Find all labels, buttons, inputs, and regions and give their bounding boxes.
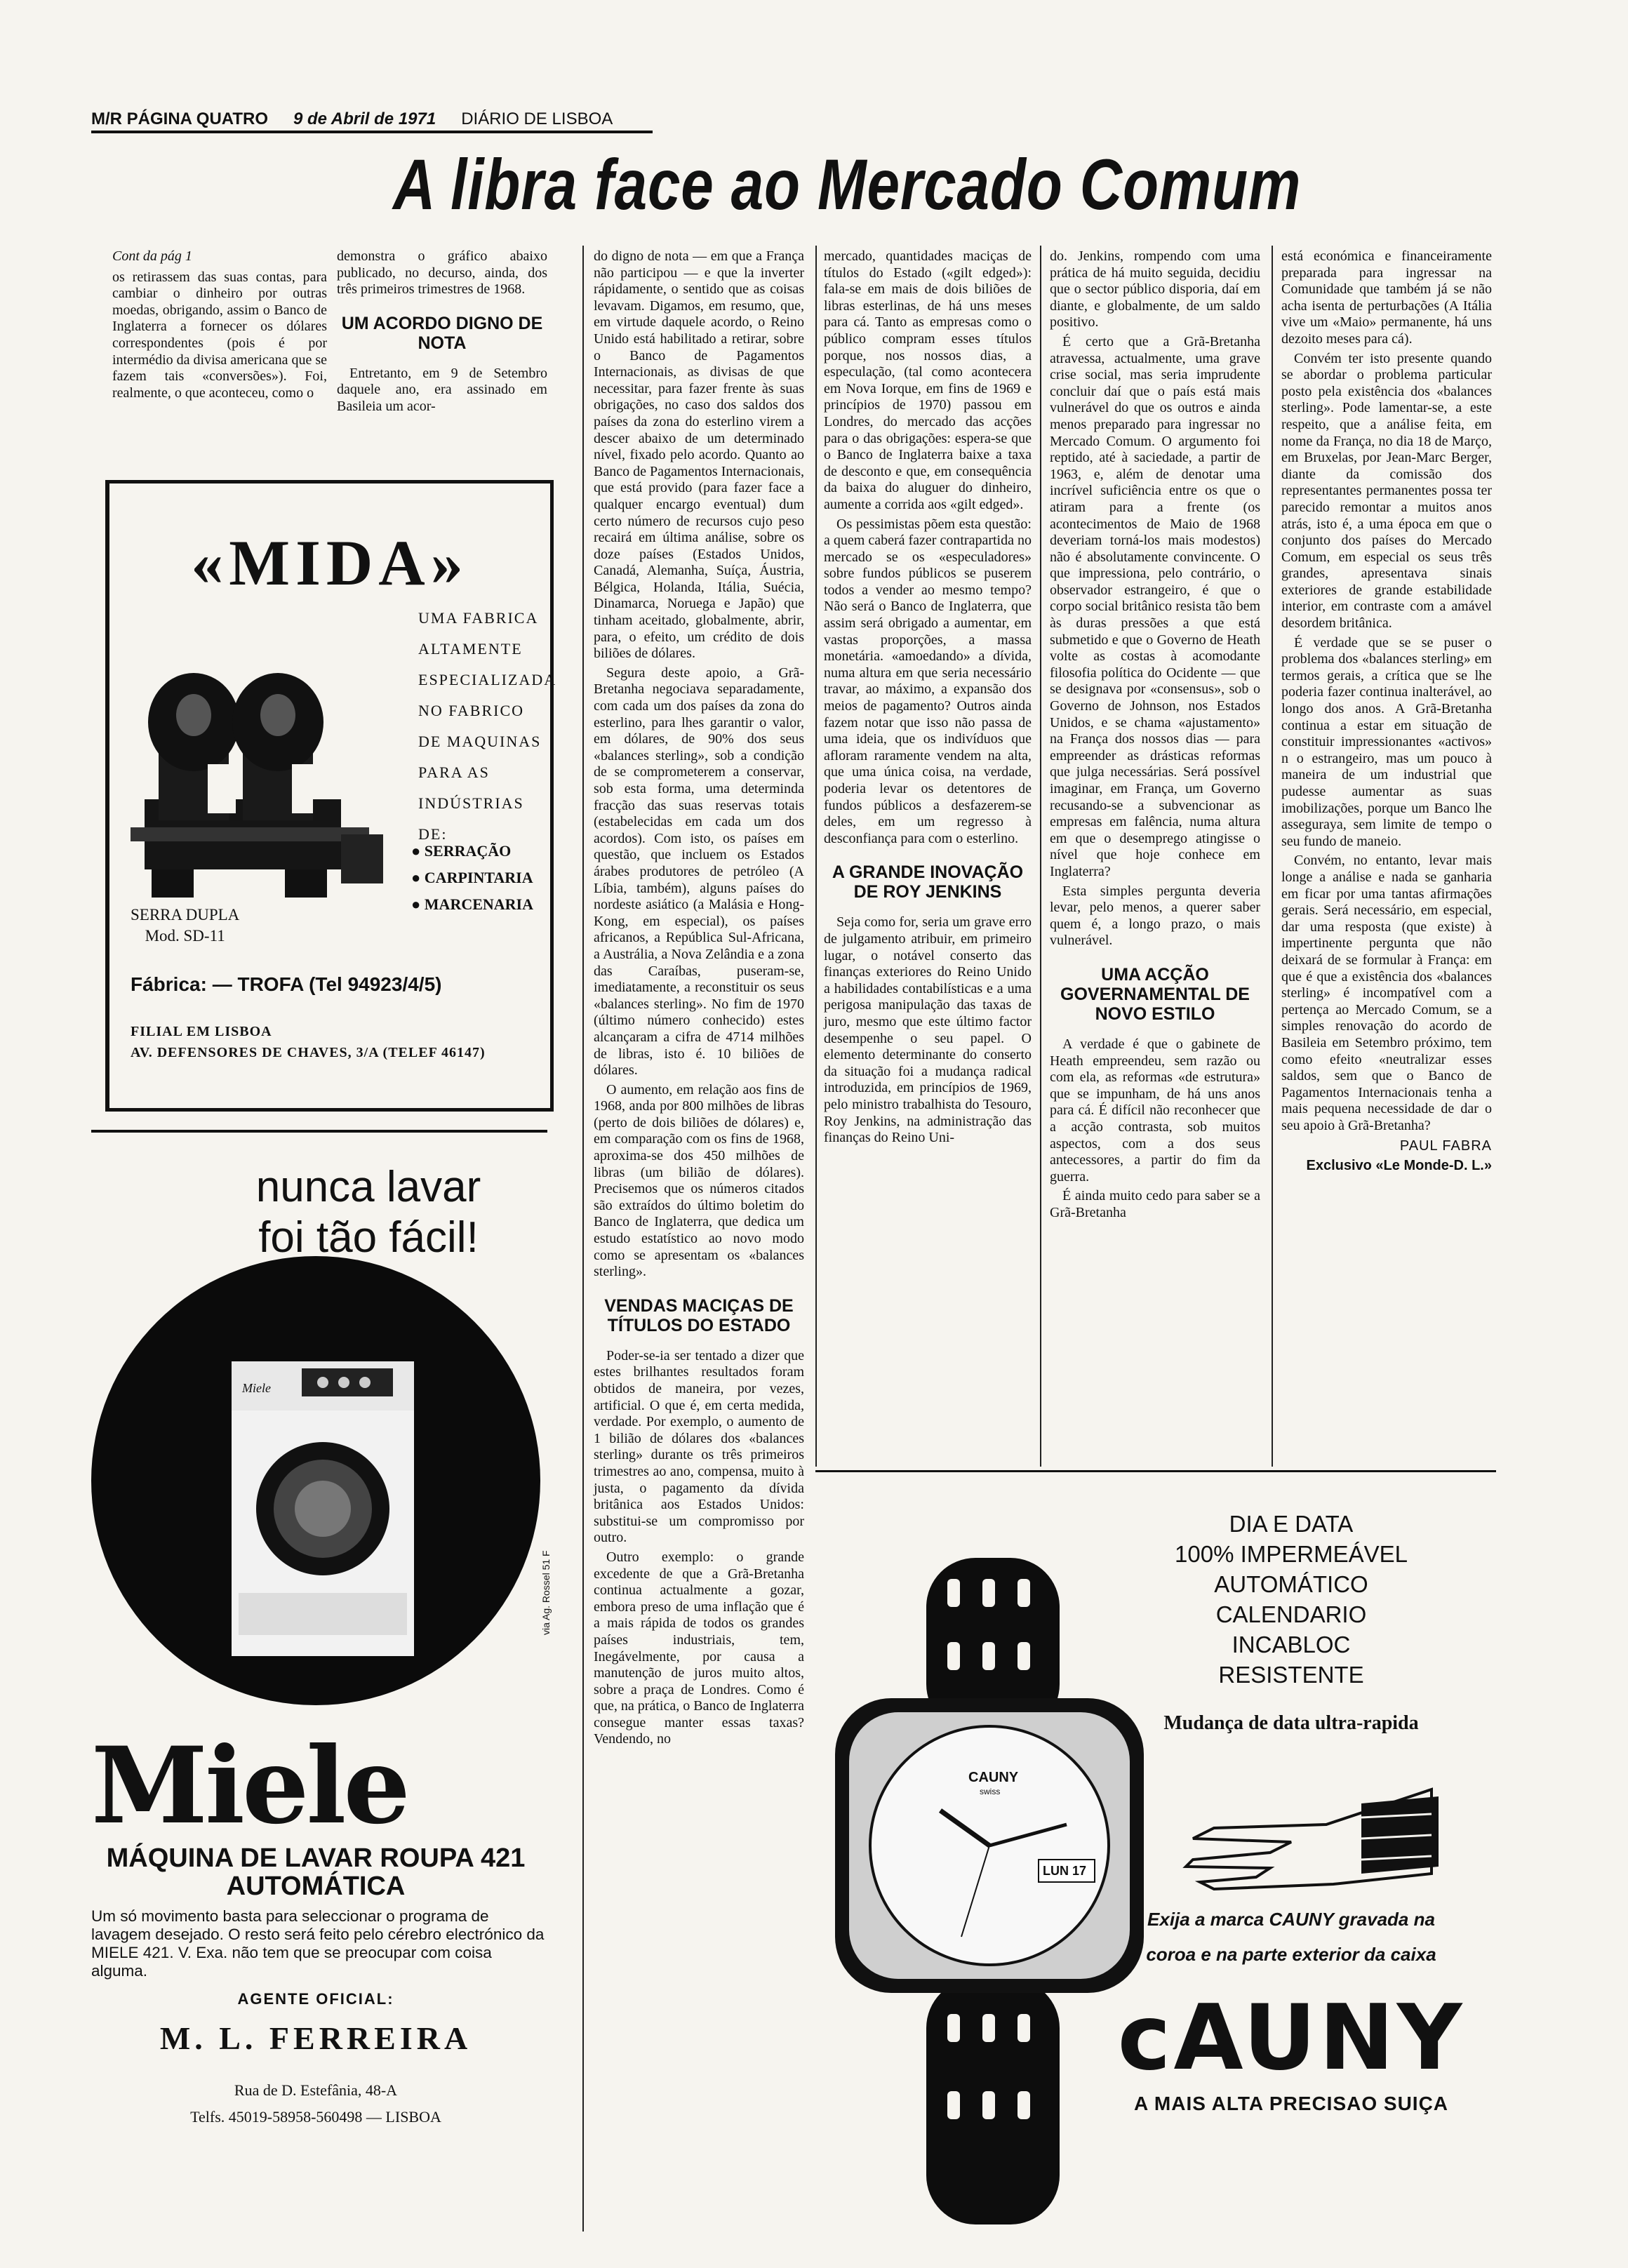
paragraph: É certo que a Grã-Bretanha atravessa, actualmente, uma grave crise social, mas seria imprudente concluir daí que o país está mais vulnerável do que os outros e ainda menos preparado para ingressar no Mercado Comum. O argumento foi reptido, até à saciedade, a partir de 1963, e, além de denotar uma incrível suficiência entre os que o atiram para a frente (os acontecimentos de Maio de 1968 deveriam torná-los mais modestos) não é absolutamente convincente. O que impressiona, pelo contrário, o observador estrangeiro, é que o corpo social britânico resista tão bem às duras pressões a que está submetido e que o Governo de Heath volte as costas à acomodante filosofia política do Ocidente — que se designava por «consensus», sob o Governo de Johnson, nos Estados Unidos, e se chama «ajustamento» na França dos nossos dias — para empreender as drásticas reformas que julga necessárias. Será possível imaginar, em França, um Governo recusando-se a subvencionar as empresas em falência, numa altura em que o desemprego atingisse o nível que hoje conhece em Inglaterra?	[1050, 333, 1260, 879]
continuation-note: Cont da pág 1	[112, 248, 192, 264]
miele-product-line: AUTOMÁTICA	[226, 1872, 406, 1901]
paragraph: O aumento, em relação aos fins de 1968, anda por 800 milhões de libras (perto de dois biliões de dólares) e, em comparação com os fins de 1968, aproxima-se dos 450 milhões de libras (um bilião de dólares). Precisemos que os números citados são extraídos do último boletim do Banco de Inglaterra, que dedica um estudo estatístico ao novo modo como se apresentam os «balances sterling».	[594, 1081, 804, 1280]
mida-model-name: SERRA DUPLA	[131, 906, 240, 923]
miele-photo	[91, 1256, 540, 1705]
paragraph: mercado, quantidades maciças de títulos do Estado («gilt edged»): fala-se em mais de dois biliões de libras esterlinas, de há uns meses para cá. Tanto as empresas como o público compram esses títulos porque, nos nossos dias, a especulação, (tal como acontecera em Nova Iorque, em fins de 1969 e princípios de 1970) passou em Londres, do mercado das acções para o das obrigações: espera-se que o Banco de Inglaterra baixe a taxa de desconto e que, em consequência da baixa do aluguer do dinheiro, aumente a corrida aos «gilt edged».	[824, 248, 1032, 512]
mida-bullet: ● MARCENARIA	[411, 895, 534, 913]
cauny-slogan-line: coroa e na parte exterior da caixa	[1146, 1944, 1436, 1965]
paragraph: do digno de nota — em que a França não participou — e que la inverter rápidamente, o sentido que as coisas levavam. Digamos, em resumo, que, em virtude daquele acordo, o Reino Unido está habilitado a retirar, sobre o Banco de Pagamentos Internacionais, as divisas de que necessitar, para fazer frente às suas obrigações, no caso dos saldos dos países da zona do esterlino virem a descer abaixo de um determinado nível, fixado pelo acordo. Quanto ao Banco de Pagamentos Internacionais, que está provido (para fazer face a qualquer encargo eventual) dum certo número de recursos cujo peso recairá em última análise, sobre os doze países (Estados Unidos, Canadá, Alemanha, Suíça, Áustria, Bélgica, Holanda, Itália, Suécia, Dinamarca, Noruega e Japão) que tinham aceitado, globalmente, abrir, para, o efeito, um crédito de dois biliões de dólares.	[594, 248, 804, 662]
subhead: A GRANDE INOVAÇÃO DE ROY JENKINS	[832, 862, 1024, 902]
dial-sub: swiss	[980, 1787, 1001, 1796]
dial-date: LUN 17	[1043, 1864, 1087, 1878]
subhead: UMA ACÇÃO GOVERNAMENTAL DE NOVO ESTILO	[1060, 964, 1250, 1024]
paragraph: os retirassem das suas contas, para cambiar o dinheiro por outras moedas, obrigando, assim o Banco de Inglaterra a fornecer os dólares correspondentes (pois é por intermédio da divisa americana que se fazem tais «conversões»). Foi, realmente, o que aconteceu, como o	[112, 269, 327, 401]
miele-address	[91, 2077, 540, 2130]
article-col-5	[1050, 248, 1260, 1224]
subhead: UM ACORDO DIGNO DE NOTA	[341, 313, 543, 353]
cauny-feature: AUTOMÁTICO	[1214, 1571, 1368, 1597]
mida-factory: Fábrica: — TROFA (Tel 94923/4/5)	[131, 973, 442, 995]
paragraph: Os pessimistas põem esta questão: a quem caberá fazer contrapartida no mercado se os «especuladores» sobre fundos públicos se puserem todos a vender ao mesmo tempo? Não será o Banco de Inglaterra, que assim será obrigado a aumentar, em vastas proporções, a massa monetária. «amoedando» a dívida, numa altura em que seria necessário travar, ao máximo, a expansão dos meios de pagamento? Outros ainda fazem notar que isso não passa de uma ideia, que os indivíduos que afloram raramente vendem na alta, que uma única coisa, na verdade, poderia levar os detentores de fundos públicos a desfazerem-se deles, em um regresso à desconfiança para com o esterlino.	[824, 516, 1032, 846]
cauny-feature: DIA E DATA	[1229, 1511, 1354, 1537]
miele-brand: Miele	[91, 1724, 408, 1848]
column-rule	[1272, 246, 1273, 1467]
header-rule	[91, 131, 653, 133]
dial-brand: CAUNY	[968, 1770, 1019, 1785]
paragraph: É ainda muito cedo para saber se a Grã-Bretanha	[1050, 1188, 1260, 1220]
cauny-slogan	[1095, 1902, 1488, 1972]
miele-slogan-line: nunca lavar	[255, 1163, 481, 1211]
mida-bullet: ● CARPINTARIA	[411, 869, 533, 886]
miele-phones: Telfs. 45019-58958-560498 — LISBOA	[190, 2108, 441, 2126]
paragraph: demonstra o gráfico abaixo publicado, no decurso, ainda, dos três primeiros trimestres de 1968.	[337, 248, 547, 298]
cauny-note: Mudança de data ultra-rapida	[1163, 1712, 1419, 1734]
column-rule	[815, 246, 817, 1467]
mida-description: UMA FABRICA ALTAMENTE ESPECIALIZADA NO FABRICO DE MAQUINAS PARA AS INDÚSTRIAS DE:	[418, 609, 556, 843]
miele-slogan	[204, 1162, 533, 1263]
mida-branch-label: FILIAL EM LISBOA	[131, 1024, 272, 1039]
miele-street: Rua de D. Estefânia, 48-A	[234, 2081, 398, 2099]
credit: Exclusivo «Le Monde-D. L.»	[1306, 1158, 1492, 1174]
paragraph: Convém, no entanto, levar mais longe a análise e nada se ganharia em ficar por uma tantas afirmações gerais. Será necessário, em especial, dar uma resposta (que existe) à impertinente pergunta que não deixará de se formular à França: em que é que a existência dos «balances sterling» é incompatível com a pertença ao Mercado Comum, se a simples renovação do acordo de Basileia em Setembro próximo, tem como efeito «neutralizar esses saldos, sem que o Banco de Pagamentos Internacionais tenha a mais pequena necessidade de dar o seu apoio à Grã-Bretanha?	[1281, 853, 1492, 1133]
column-rule	[1040, 246, 1041, 1467]
cauny-feature: CALENDARIO	[1215, 1601, 1367, 1627]
paper-name: DIÁRIO DE LISBOA	[461, 109, 613, 128]
headline: A libra face ao Mercado Comum	[393, 145, 1302, 225]
cauny-feature: 100% IMPERMEÁVEL	[1175, 1541, 1408, 1567]
miele-product	[91, 1844, 540, 1900]
column-rule	[582, 246, 584, 2232]
paragraph: A verdade é que o gabinete de Heath empreendeu, sem razão ou com ela, as reformas «de estrutura» que se impunham, de há uns anos para cá. É difícil não reconhecer que a acção contrasta, sob muitos aspectos, com a dos seus antecessores, a partir do fim da guerra.	[1050, 1036, 1260, 1185]
paragraph: Convém ter isto presente quando se abordar o problema particular posto pela existência dos «balances sterling». Pode lamentar-se, a este respeito, que a análise feita, em nome da França, no dia 18 de Março, em Bruxelas, por Jean-Marc Berger, diante da comissão dos representantes permanentes possa ter parecido remontar a muitos anos atrás, isto é, a uma época em que o conjunto dos países do Mercado Comum, em especial os seus três grandes, apresentava sinais exteriores de grande estabilidade interior, em contraste com a amável desordem britânica.	[1281, 350, 1492, 632]
vertical-credit: via Ag. Rossel 51 F	[540, 1550, 552, 1635]
paragraph: Outro exemplo: o grande excedente de que a Grã-Bretanha continua actualmente a gozar, embora preso de uma inflação que é a mais rápida de todos os grandes países industriais, tem, Inegávelmente, por causa a manutenção de juros muito altos, sobre a praça de Londres. Como é que, na prática, o Banco de Inglaterra consegue manter essas taxas? Vendendo, no	[594, 1549, 804, 1747]
cauny-feature: RESISTENTE	[1218, 1662, 1364, 1688]
paragraph: Segura deste apoio, a Grã-Bretanha negociava separadamente, com cada um dos países da zona do esterlino, para lhes garantir o valor, em dólares, de 90% dos seus «balances sterling», sob a condição de se comprometerem a conservar, sob esta forma, uma determinda fracção das suas reservas totais (estabelecidas em cada um dos acordos). Com isto, os países em questão, que incluem os Estados árabes produtores de petróleo (A Líbia, também), alguns países do nordeste asiático (a Malásia e Hong-Kong, em especial), os países africanos, a República Sul-Africana, a Austrália, a Nova Zelândia e a zona das Caraíbas, puseram-se, imediatamente, a reconstituir os seus «balances sterling». No fim de 1970 (último número conhecido) estes alcançaram a cifra de 4714 milhões de libras, isto é. 10 biliões de dólares.	[594, 665, 804, 1079]
machine-label: Miele	[242, 1381, 271, 1395]
miele-slogan-line: foi tão fácil!	[258, 1213, 479, 1262]
mida-bullets	[411, 838, 533, 918]
miele-company: M. L. FERREIRA	[159, 2020, 472, 2056]
paragraph: É verdade que se se puser o problema dos «balances sterling» em termos gerais, a crítica que se lhe poderia fazer continua inalterável, ao longo dos anos. A Grã-Bretanha continua a estar em situação de constituir impressionantes «activos» n o estrangeiro, mas um pouco à maneira de um industrial que pudesse aumentar as suas imobilizações, porque um Banco lhe asseguraya, sem limite de tempo o seu fundo de maneio.	[1281, 634, 1492, 849]
paragraph: Seja como for, seria um grave erro de julgamento atribuir, em primeiro lugar, o notável conserto das finanças exteriores do Reino Unido a habilidades contabilísticas e a uma perigosa manipulação das taxas de juro, mesmo que este último factor desempenhe o seu papel. O elemento determinante do conserto da situação foi a mudança radical introduzida, em princípios de 1969, pelo ministro trabalhista do Tesouro, Roy Jenkins, na administração das finanças do Reino Uni-	[824, 914, 1032, 1146]
ad-separator	[91, 1130, 547, 1133]
mida-branch-address: AV. DEFENSORES DE CHAVES, 3/A (TELEF 46147)	[131, 1045, 486, 1060]
cauny-features	[1095, 1509, 1488, 1690]
article-col-1	[112, 248, 327, 404]
paragraph: está económica e financeiramente preparada para ingressar na Comunidade que também já se não acha isenta de perturbações (A Itália vive um «Maio» permanente, há uns dezoito meses para cá).	[1281, 248, 1492, 347]
cauny-tagline: A MAIS ALTA PRECISAO SUIÇA	[1133, 2093, 1449, 2114]
article-col-4	[824, 248, 1032, 1149]
cauny-slogan-line: Exija a marca CAUNY gravada na	[1147, 1909, 1435, 1930]
paragraph: Esta simples pergunta deveria levar, pelo menos, a querer saber quem é, a longo prazo, o mais vulnerável.	[1050, 883, 1260, 949]
mida-branch	[131, 1021, 486, 1063]
page-date: 9 de Abril de 1971	[293, 109, 436, 128]
article-col-2	[337, 248, 547, 418]
saw-machine-illustration	[131, 624, 411, 905]
pointing-hand-illustration	[1151, 1761, 1446, 1895]
mida-model-code: Mod. SD-11	[145, 927, 225, 945]
paragraph: Poder-se-ia ser tentado a dizer que estes brilhantes resultados foram obtidos de maneira, por vezes, artificial. O que é, em certa medida, verdade. Por exemplo, o aumento de 1 bilião de dólares dos «balances sterling» durante os três primeiros trimestres ao ano, compensa, muito à justa, o pagamento da dívida britânica aos Estados Unidos: substitui-se um compromisso por outro.	[594, 1347, 804, 1546]
mida-ad	[105, 480, 554, 1112]
paragraph: do. Jenkins, rompendo com uma prática de há muito seguida, decidiu que o sector público disporia, daí em diante, e globalmente, de um saldo positivo.	[1050, 248, 1260, 331]
article-col-6	[1281, 248, 1492, 1175]
cauny-feature: INCABLOC	[1232, 1632, 1351, 1657]
paragraph: Entretanto, em 9 de Setembro daquele ano, era assinado em Basileia um acor-	[337, 365, 547, 414]
page-label: M/R PÁGINA QUATRO	[91, 109, 268, 128]
article-col-3	[594, 248, 804, 1751]
washing-machine-illustration	[91, 1256, 540, 1705]
subhead: VENDAS MACIÇAS DE TÍTULOS DO ESTADO	[604, 1295, 794, 1335]
mida-model	[131, 905, 239, 947]
miele-product-line: MÁQUINA DE LAVAR ROUPA 421	[106, 1843, 526, 1873]
mida-bullet: ● SERRAÇÃO	[411, 842, 512, 860]
miele-body: Um só movimento basta para seleccionar o programa de lavagem desejado. O resto será feito pelo cérebro electrónico da MIELE 421. V. Exa. não tem que se preocupar com coisa alguma.	[91, 1907, 545, 1980]
mida-title: «MIDA»	[191, 527, 469, 599]
cauny-rule	[815, 1470, 1496, 1472]
cauny-brand: cAUNY	[1117, 1986, 1465, 2090]
author: PAUL FABRA	[1399, 1138, 1492, 1154]
page-header	[91, 109, 653, 129]
miele-agent-label: AGENTE OFICIAL:	[237, 1990, 394, 2008]
